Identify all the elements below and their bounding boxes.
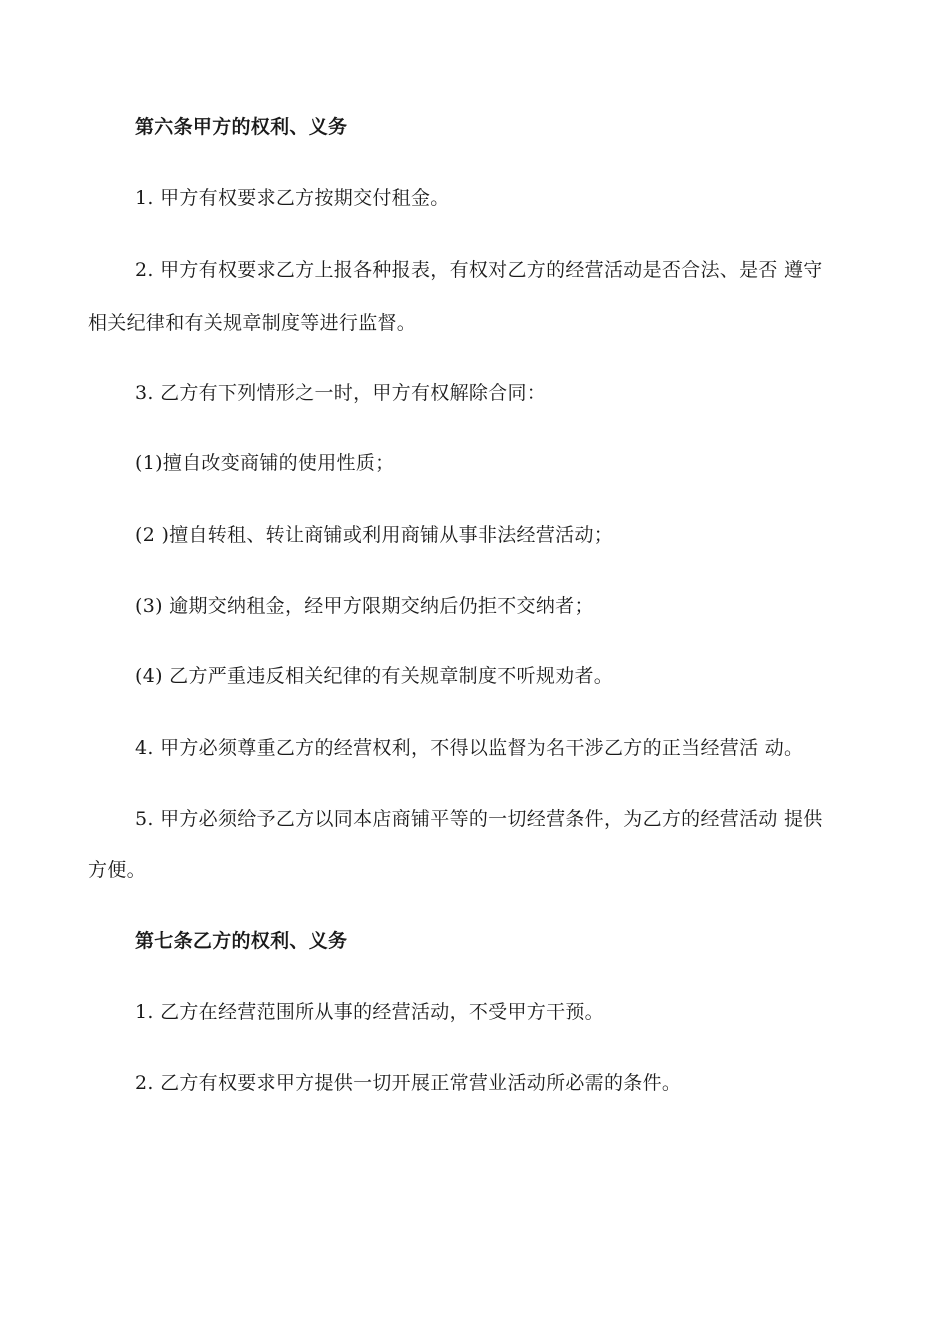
article6-item2-line1: 2. 甲方有权要求乙方上报各种报表，有权对乙方的经营活动是否合法、是否 遵守 xyxy=(135,259,823,281)
article7-heading: 第七条乙方的权利、义务 xyxy=(135,930,348,952)
article6-item5-line1: 5. 甲方必须给予乙方以同本店商铺平等的一切经营条件，为乙方的经营活动 提供 xyxy=(135,808,823,830)
article6-item3-sub3: (3) 逾期交纳租金，经甲方限期交纳后仍拒不交纳者； xyxy=(135,595,594,617)
article6-item3: 3. 乙方有下列情形之一时，甲方有权解除合同： xyxy=(135,382,547,404)
article6-item4: 4. 甲方必须尊重乙方的经营权利，不得以监督为名干涉乙方的正当经营活 动。 xyxy=(135,737,804,759)
article6-item3-sub2: (2 )擅自转租、转让商铺或利用商铺从事非法经营活动； xyxy=(135,524,614,546)
article7-item2: 2. 乙方有权要求甲方提供一切开展正常营业活动所必需的条件。 xyxy=(135,1072,682,1094)
article6-item3-sub4: (4) 乙方严重违反相关纪律的有关规章制度不听规劝者。 xyxy=(135,665,614,687)
article6-item2-line2: 相关纪律和有关规章制度等进行监督。 xyxy=(88,312,417,334)
article6-item1: 1. 甲方有权要求乙方按期交付租金。 xyxy=(135,187,450,209)
article7-item1: 1. 乙方在经营范围所从事的经营活动，不受甲方干预。 xyxy=(135,1001,604,1023)
article6-item5-line2: 方便。 xyxy=(88,859,146,881)
article6-heading: 第六条甲方的权利、义务 xyxy=(135,116,348,138)
article6-item3-sub1: (1)擅自改变商铺的使用性质； xyxy=(135,452,395,474)
